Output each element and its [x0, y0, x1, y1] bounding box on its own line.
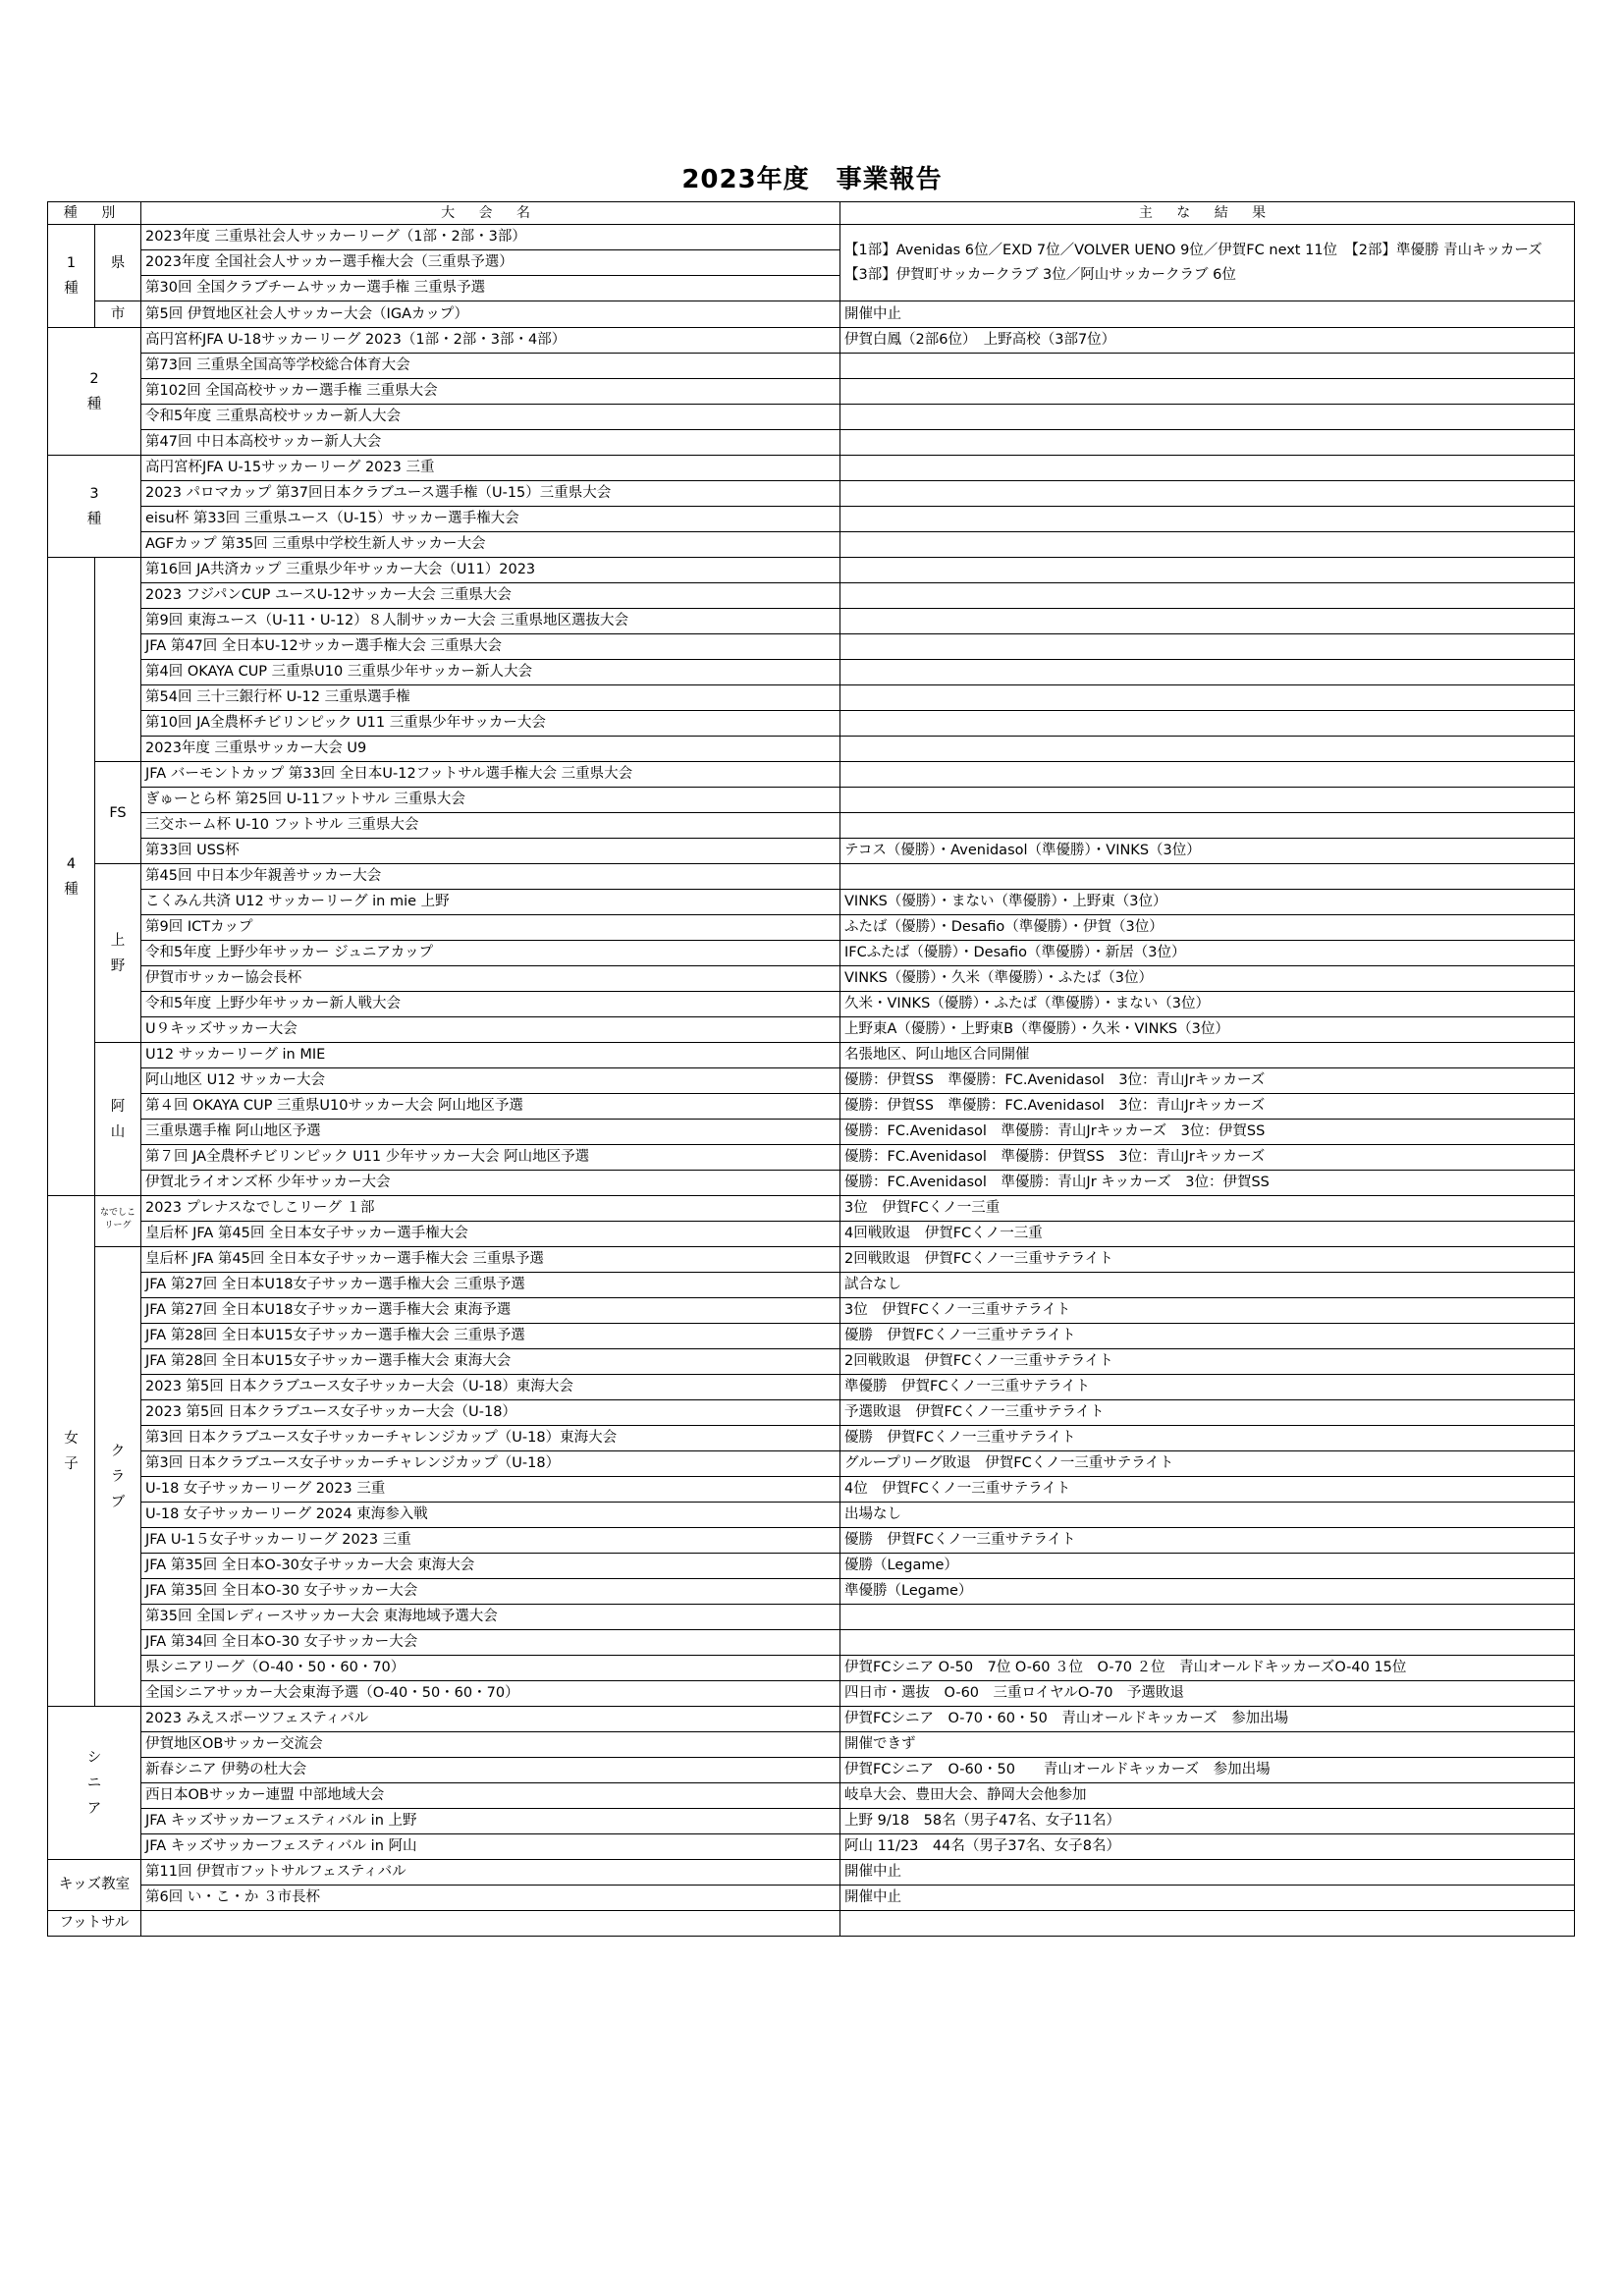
- event-name: 伊賀市サッカー協会長杯: [141, 966, 840, 992]
- subcategory-label: クラブ: [110, 1443, 126, 1510]
- category-label: 3種: [86, 485, 102, 527]
- event-name: 高円宮杯JFA U-15サッカーリーグ 2023 三重: [141, 456, 840, 481]
- table-row: [48, 1171, 1575, 1196]
- result-text: IFCふたば（優勝）・Desafio（準優勝）・新居（3位）: [840, 941, 1575, 966]
- result-text: テコス（優勝）・Avenidasol（準優勝）・VINKS（3位）: [840, 839, 1575, 864]
- result-text: 予選敗退 伊賀FCくノ一三重サテライト: [840, 1400, 1575, 1426]
- category-futsal: [48, 1911, 141, 1937]
- event-name: JFA 第27回 全日本U18女子サッカー選手権大会 三重県予選: [141, 1273, 840, 1298]
- result-text: 3位 伊賀FCくノ一三重サテライト: [840, 1298, 1575, 1324]
- table-row: [48, 1120, 1575, 1145]
- subcategory-ayama: [95, 1043, 141, 1196]
- table-row: [48, 558, 1575, 583]
- event-name: 第７回 JA全農杯チビリンピック U11 少年サッカー大会 阿山地区予選: [141, 1145, 840, 1171]
- subcategory-nadeshiko: [95, 1196, 141, 1247]
- event-name: JFA 第34回 全日本O-30 女子サッカー大会: [141, 1630, 840, 1656]
- event-name: 2023年度 全国社会人サッカー選手権大会（三重県予選）: [141, 250, 840, 276]
- table-row: [48, 1886, 1575, 1911]
- result-text: 優勝：FC.Avenidasol 準優勝：伊賀SS 3位：青山Jrキッカーズ: [840, 1145, 1575, 1171]
- result-text: [840, 813, 1575, 839]
- table-row: [48, 762, 1575, 788]
- table-row: [48, 1477, 1575, 1503]
- table-row: [48, 1222, 1575, 1247]
- event-name: JFA キッズサッカーフェスティバル in 上野: [141, 1809, 840, 1834]
- category-label: 4種: [64, 855, 79, 898]
- result-text: 4回戦敗退 伊賀FCくノ一三重: [840, 1222, 1575, 1247]
- result-text: 上野東A（優勝）・上野東B（準優勝）・久米・VINKS（3位）: [840, 1017, 1575, 1043]
- result-text: [840, 558, 1575, 583]
- table-row: [48, 1426, 1575, 1451]
- event-name: 三交ホーム杯 U-10 フットサル 三重県大会: [141, 813, 840, 839]
- result-text: [840, 379, 1575, 405]
- result-text: 上野 9/18 58名（男子47名、女子11名）: [840, 1809, 1575, 1834]
- result-text: [840, 583, 1575, 609]
- result-text: 優勝：FC.Avenidasol 準優勝：青山Jrキッカーズ 3位：伊賀SS: [840, 1120, 1575, 1145]
- table-row: [48, 1681, 1575, 1707]
- event-name: JFA U-1５女子サッカーリーグ 2023 三重: [141, 1528, 840, 1554]
- result-text: 名張地区、阿山地区合同開催: [840, 1043, 1575, 1068]
- result-text: VINKS（優勝）・まない（準優勝）・上野東（3位）: [840, 890, 1575, 915]
- event-name: JFA 第47回 全日本U-12サッカー選手権大会 三重県大会: [141, 634, 840, 660]
- result-text: [840, 481, 1575, 507]
- result-text: 優勝 伊賀FCくノ一三重サテライト: [840, 1324, 1575, 1349]
- event-name: 第33回 USS杯: [141, 839, 840, 864]
- result-text: [840, 354, 1575, 379]
- subcategory-label: 市: [110, 306, 126, 322]
- result-text: 出場なし: [840, 1503, 1575, 1528]
- table-row: [48, 430, 1575, 456]
- table-row: [48, 1911, 1575, 1937]
- event-name: U９キッズサッカー大会: [141, 1017, 840, 1043]
- subcategory-label: 上野: [110, 932, 126, 974]
- table-row: [48, 1783, 1575, 1809]
- event-name: 第10回 JA全農杯チビリンピック U11 三重県少年サッカー大会: [141, 711, 840, 737]
- event-name: JFA 第35回 全日本O-30 女子サッカー大会: [141, 1579, 840, 1605]
- event-name: JFA 第27回 全日本U18女子サッカー選手権大会 東海予選: [141, 1298, 840, 1324]
- table-row: [48, 788, 1575, 813]
- category-shu1: [48, 225, 95, 328]
- event-name: こくみん共済 U12 サッカーリーグ in mie 上野: [141, 890, 840, 915]
- category-label: 2種: [86, 370, 102, 412]
- event-name: 第16回 JA共済カップ 三重県少年サッカー大会（U11）2023: [141, 558, 840, 583]
- table-row: [48, 1017, 1575, 1043]
- result-text: 開催できず: [840, 1732, 1575, 1758]
- event-name: 令和5年度 上野少年サッカー ジュニアカップ: [141, 941, 840, 966]
- table-row: [48, 507, 1575, 532]
- event-name: 2023年度 三重県社会人サッカーリーグ（1部・2部・3部）: [141, 225, 840, 250]
- event-name: 皇后杯 JFA 第45回 全日本女子サッカー選手権大会 三重県予選: [141, 1247, 840, 1273]
- category-shu4: [48, 558, 95, 1196]
- table-row: [48, 1043, 1575, 1068]
- result-text: [840, 1911, 1575, 1937]
- event-name: 第102回 全国高校サッカー選手権 三重県大会: [141, 379, 840, 405]
- event-name: [141, 1911, 840, 1937]
- event-name: 第45回 中日本少年親善サッカー大会: [141, 864, 840, 890]
- event-name: JFA 第35回 全日本O-30女子サッカー大会 東海大会: [141, 1554, 840, 1579]
- result-text: 阿山 11/23 44名（男子37名、女子8名）: [840, 1834, 1575, 1860]
- event-name: 2023 パロマカップ 第37回日本クラブユース選手権（U-15）三重県大会: [141, 481, 840, 507]
- result-text: 伊賀FCシニア O-50 7位 O-60 ３位 O-70 ２位 青山オールドキッカーズO-40 15位: [840, 1656, 1575, 1681]
- event-name: 第４回 OKAYA CUP 三重県U10サッカー大会 阿山地区予選: [141, 1094, 840, 1120]
- event-name: 令和5年度 上野少年サッカー新人戦大会: [141, 992, 840, 1017]
- result-text: 開催中止: [840, 1886, 1575, 1911]
- result-text: [840, 1605, 1575, 1630]
- subcategory-label: 阿山: [110, 1098, 126, 1140]
- event-name: JFA 第28回 全日本U15女子サッカー選手権大会 東海大会: [141, 1349, 840, 1375]
- result-text: 優勝：伊賀SS 準優勝：FC.Avenidasol 3位：青山Jrキッカーズ: [840, 1068, 1575, 1094]
- table-row: [48, 1834, 1575, 1860]
- subcategory-fs: [95, 762, 141, 864]
- result-text: [840, 405, 1575, 430]
- header-result: 主 な 結 果: [840, 202, 1575, 225]
- header-event: 大 会 名: [141, 202, 840, 225]
- event-name: 2023 フジパンCUP ユースU-12サッカー大会 三重県大会: [141, 583, 840, 609]
- table-row: [48, 456, 1575, 481]
- result-text: [840, 737, 1575, 762]
- table-row: [48, 609, 1575, 634]
- table-row: [48, 481, 1575, 507]
- event-name: U-18 女子サッカーリーグ 2024 東海参入戦: [141, 1503, 840, 1528]
- subcategory-label: 県: [110, 254, 126, 271]
- result-text: ふたば（優勝）・Desafio（準優勝）・伊賀（3位）: [840, 915, 1575, 941]
- table-row: [48, 634, 1575, 660]
- category-senior: [48, 1707, 141, 1860]
- table-row: [48, 711, 1575, 737]
- table-row: [48, 1451, 1575, 1477]
- event-name: 全国シニアサッカー大会東海予選（O-40・50・60・70）: [141, 1681, 840, 1707]
- event-name: 第6回 い・こ・か ３市長杯: [141, 1886, 840, 1911]
- category-label: キッズ教室: [58, 1877, 131, 1892]
- table-row: [48, 328, 1575, 354]
- event-name: 皇后杯 JFA 第45回 全日本女子サッカー選手権大会: [141, 1222, 840, 1247]
- result-text: [840, 788, 1575, 813]
- subcategory-club: [95, 1247, 141, 1707]
- table-row: [48, 354, 1575, 379]
- table-row: [48, 1094, 1575, 1120]
- table-row: [48, 1860, 1575, 1886]
- event-name: 2023 第5回 日本クラブユース女子サッカー大会（U-18）: [141, 1400, 840, 1426]
- subcategory-label: なでしこリーグ: [99, 1207, 135, 1230]
- table-row: [48, 839, 1575, 864]
- table-row: [48, 966, 1575, 992]
- event-name: 第4回 OKAYA CUP 三重県U10 三重県少年サッカー新人大会: [141, 660, 840, 685]
- subcategory-ueno: [95, 864, 141, 1043]
- event-name: 第9回 東海ユース（U-11・U-12）８人制サッカー大会 三重県地区選抜大会: [141, 609, 840, 634]
- result-text: [840, 711, 1575, 737]
- table-row: [48, 1528, 1575, 1554]
- table-row: [48, 225, 1575, 250]
- table-row: [48, 737, 1575, 762]
- result-text: 岐阜大会、豊田大会、静岡大会他参加: [840, 1783, 1575, 1809]
- event-name: JFA 第28回 全日本U15女子サッカー選手権大会 三重県予選: [141, 1324, 840, 1349]
- table-row: [48, 660, 1575, 685]
- event-name: 2023 みえスポーツフェスティバル: [141, 1707, 840, 1732]
- result-text: 優勝：FC.Avenidasol 準優勝：青山Jr キッカーズ 3位：伊賀SS: [840, 1171, 1575, 1196]
- result-text: [840, 507, 1575, 532]
- table-row: [48, 1630, 1575, 1656]
- result-text: [840, 609, 1575, 634]
- result-text: [840, 1630, 1575, 1656]
- result-text: 開催中止: [840, 301, 1575, 328]
- category-shu2: [48, 328, 141, 456]
- event-name: 伊賀北ライオンズ杯 少年サッカー大会: [141, 1171, 840, 1196]
- event-name: 阿山地区 U12 サッカー大会: [141, 1068, 840, 1094]
- category-label: フットサル: [59, 1915, 130, 1931]
- event-name: 第3回 日本クラブユース女子サッカーチャレンジカップ（U-18）東海大会: [141, 1426, 840, 1451]
- category-shu3: [48, 456, 141, 558]
- result-text: 2回戦敗退 伊賀FCくノ一三重サテライト: [840, 1349, 1575, 1375]
- table-row: [48, 941, 1575, 966]
- event-name: 第5回 伊賀地区社会人サッカー大会（IGAカップ）: [141, 301, 840, 328]
- table-row: [48, 1554, 1575, 1579]
- table-row: [48, 532, 1575, 558]
- event-name: 2023 プレナスなでしこリーグ １部: [141, 1196, 840, 1222]
- table-row: [48, 583, 1575, 609]
- result-ken-league: 【1部】Avenidas 6位／EXD 7位／VOLVER UENO 9位／伊賀FC next 11位 【2部】準優勝 青山キッカーズ 【3部】伊賀町サッカークラブ 3位／阿山サッカークラブ 6位: [840, 225, 1575, 301]
- table-row: [48, 301, 1575, 328]
- event-name: eisu杯 第33回 三重県ユース（U-15）サッカー選手権大会: [141, 507, 840, 532]
- table-header-row: [48, 202, 1575, 225]
- table-row: [48, 1400, 1575, 1426]
- event-name: 第73回 三重県全国高等学校総合体育大会: [141, 354, 840, 379]
- table-row: [48, 1349, 1575, 1375]
- result-text: [840, 532, 1575, 558]
- result-text: 2回戦敗退 伊賀FCくノ一三重サテライト: [840, 1247, 1575, 1273]
- subcategory-shi: [95, 301, 141, 328]
- event-name: AGFカップ 第35回 三重県中学校生新人サッカー大会: [141, 532, 840, 558]
- event-name: 第35回 全国レディースサッカー大会 東海地域予選大会: [141, 1605, 840, 1630]
- result-text: グループリーグ敗退 伊賀FCくノ一三重サテライト: [840, 1451, 1575, 1477]
- table-row: [48, 1503, 1575, 1528]
- event-name: 2023 第5回 日本クラブユース女子サッカー大会（U-18）東海大会: [141, 1375, 840, 1400]
- event-name: 伊賀地区OBサッカー交流会: [141, 1732, 840, 1758]
- subcategory-empty: [95, 558, 141, 762]
- result-text: [840, 430, 1575, 456]
- category-label: シニア: [86, 1749, 102, 1817]
- result-text: 開催中止: [840, 1860, 1575, 1886]
- table-row: [48, 813, 1575, 839]
- table-row: [48, 1809, 1575, 1834]
- table-row: [48, 1758, 1575, 1783]
- result-text: 四日市・選抜 O-60 三重ロイヤルO-70 予選敗退: [840, 1681, 1575, 1707]
- result-text: 久米・VINKS（優勝）・ふたば（準優勝）・まない（3位）: [840, 992, 1575, 1017]
- category-joshi: [48, 1196, 95, 1707]
- category-label: 女子: [64, 1430, 79, 1472]
- result-text: [840, 762, 1575, 788]
- table-row: [48, 1247, 1575, 1273]
- page-title: 2023年度 事業報告: [681, 165, 943, 194]
- event-name: 県シニアリーグ（O-40・50・60・70）: [141, 1656, 840, 1681]
- table-row: [48, 1732, 1575, 1758]
- event-name: JFA キッズサッカーフェスティバル in 阿山: [141, 1834, 840, 1860]
- result-text: 伊賀FCシニア O-70・60・50 青山オールドキッカーズ 参加出場: [840, 1707, 1575, 1732]
- result-text: 準優勝（Legame）: [840, 1579, 1575, 1605]
- event-name: U12 サッカーリーグ in MIE: [141, 1043, 840, 1068]
- event-name: 第9回 ICTカップ: [141, 915, 840, 941]
- result-text: 準優勝 伊賀FCくノ一三重サテライト: [840, 1375, 1575, 1400]
- table-row: [48, 1298, 1575, 1324]
- table-row: [48, 1068, 1575, 1094]
- table-row: [48, 379, 1575, 405]
- event-name: 高円宮杯JFA U-18サッカーリーグ 2023（1部・2部・3部・4部）: [141, 328, 840, 354]
- result-text: 試合なし: [840, 1273, 1575, 1298]
- result-text: [840, 660, 1575, 685]
- table-row: [48, 890, 1575, 915]
- result-text: 優勝（Legame）: [840, 1554, 1575, 1579]
- event-name: 新春シニア 伊勢の杜大会: [141, 1758, 840, 1783]
- result-text: [840, 634, 1575, 660]
- result-text: 3位 伊賀FCくノ一三重: [840, 1196, 1575, 1222]
- result-text: [840, 864, 1575, 890]
- event-name: JFA バーモントカップ 第33回 全日本U-12フットサル選手権大会 三重県大会: [141, 762, 840, 788]
- event-name: U-18 女子サッカーリーグ 2023 三重: [141, 1477, 840, 1503]
- result-text: 伊賀白鳳（2部6位） 上野高校（3部7位）: [840, 328, 1575, 354]
- table-row: [48, 864, 1575, 890]
- result-text: 4位 伊賀FCくノ一三重サテライト: [840, 1477, 1575, 1503]
- table-row: [48, 1707, 1575, 1732]
- table-row: [48, 1656, 1575, 1681]
- event-name: 西日本OBサッカー連盟 中部地域大会: [141, 1783, 840, 1809]
- result-text: 優勝：伊賀SS 準優勝：FC.Avenidasol 3位：青山Jrキッカーズ: [840, 1094, 1575, 1120]
- subcategory-ken: [95, 225, 141, 301]
- event-name: 第30回 全国クラブチームサッカー選手権 三重県予選: [141, 276, 840, 301]
- result-text: 優勝 伊賀FCくノ一三重サテライト: [840, 1528, 1575, 1554]
- table-row: [48, 1605, 1575, 1630]
- event-name: 第54回 三十三銀行杯 U-12 三重県選手権: [141, 685, 840, 711]
- table-row: [48, 1196, 1575, 1222]
- table-row: [48, 1273, 1575, 1298]
- table-row: [48, 992, 1575, 1017]
- table-row: [48, 1324, 1575, 1349]
- result-text: 優勝 伊賀FCくノ一三重サテライト: [840, 1426, 1575, 1451]
- report-table: [47, 201, 1575, 1937]
- table-row: [48, 405, 1575, 430]
- event-name: 第3回 日本クラブユース女子サッカーチャレンジカップ（U-18）: [141, 1451, 840, 1477]
- table-row: [48, 915, 1575, 941]
- header-category: 種 別: [48, 202, 141, 225]
- event-name: ぎゅーとら杯 第25回 U-11フットサル 三重県大会: [141, 788, 840, 813]
- event-name: 三重県選手権 阿山地区予選: [141, 1120, 840, 1145]
- result-text: [840, 456, 1575, 481]
- event-name: 第11回 伊賀市フットサルフェスティバル: [141, 1860, 840, 1886]
- table-row: [48, 1145, 1575, 1171]
- result-text: VINKS（優勝）・久米（準優勝）・ふたば（3位）: [840, 966, 1575, 992]
- table-row: [48, 1375, 1575, 1400]
- result-text: 伊賀FCシニア O-60・50 青山オールドキッカーズ 参加出場: [840, 1758, 1575, 1783]
- table-row: [48, 685, 1575, 711]
- category-kids: [48, 1860, 141, 1911]
- event-name: 第47回 中日本高校サッカー新人大会: [141, 430, 840, 456]
- subcategory-label: FS: [109, 804, 127, 821]
- result-text: [840, 685, 1575, 711]
- event-name: 2023年度 三重県サッカー大会 U9: [141, 737, 840, 762]
- table-row: [48, 1579, 1575, 1605]
- category-label: 1種: [64, 255, 79, 297]
- event-name: 令和5年度 三重県高校サッカー新人大会: [141, 405, 840, 430]
